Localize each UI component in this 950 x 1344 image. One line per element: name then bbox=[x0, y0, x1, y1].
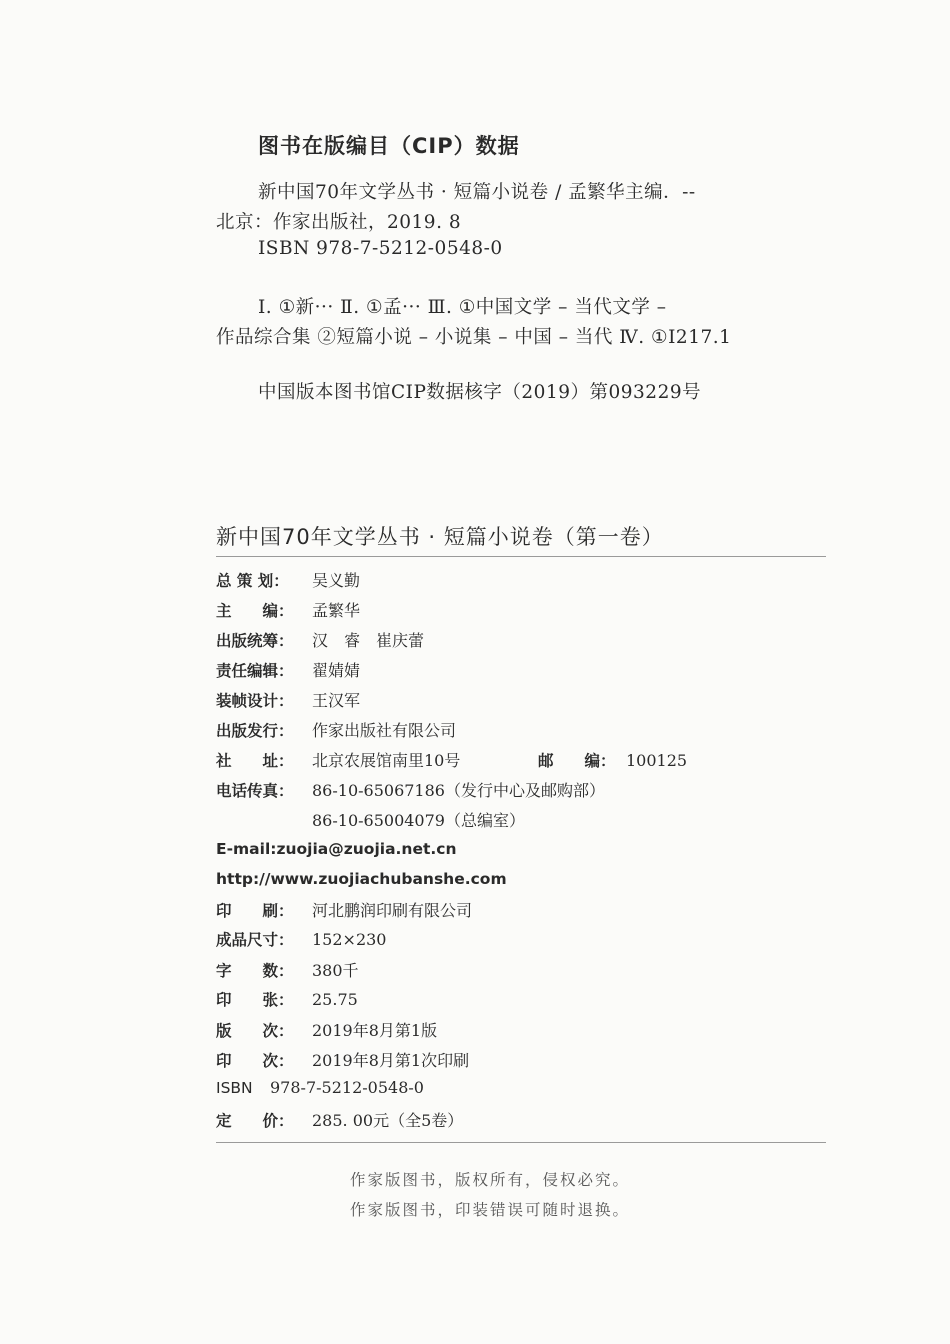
credit-label: 出版发行： bbox=[216, 722, 294, 740]
credit-email: E-mail:zuojia@zuojia.net.cn bbox=[216, 840, 457, 858]
postcode-value: 100125 bbox=[626, 751, 688, 770]
credit-label: 主 编： bbox=[216, 602, 294, 620]
credit-label: 社 址： bbox=[216, 752, 294, 770]
credit-row-publisher bbox=[216, 718, 456, 741]
credit-value: 152×230 bbox=[312, 930, 387, 949]
credit-value: 汉 睿 崔庆蕾 bbox=[312, 631, 425, 650]
credit-value: 86-10-65067186（发行中心及邮购部） bbox=[312, 781, 605, 800]
book-title: 新中国70年文学丛书 · 短篇小说卷（第一卷） bbox=[216, 525, 664, 549]
cip-line-classification-2: 作品综合集 ②短篇小说 – 小说集 – 中国 – 当代 Ⅳ. ①I217.1 bbox=[216, 327, 732, 348]
cip-line-publisher: 北京：作家出版社，2019. 8 bbox=[216, 212, 462, 233]
title-divider bbox=[216, 556, 826, 557]
credit-row-printer bbox=[216, 898, 472, 921]
cip-line-classification-1: Ⅰ. ①新··· Ⅱ. ①孟··· Ⅲ. ①中国文学 – 当代文学 – bbox=[258, 297, 667, 318]
credit-value: 孟繁华 bbox=[312, 601, 361, 620]
credit-row-planner bbox=[216, 568, 360, 591]
credit-label: 字 数： bbox=[216, 962, 294, 980]
credit-row-size bbox=[216, 928, 386, 950]
credit-row-price bbox=[216, 1108, 463, 1131]
credit-label: 印 张： bbox=[216, 991, 294, 1009]
credit-row-coordinator bbox=[216, 628, 424, 651]
credit-value: 25.75 bbox=[312, 990, 358, 1009]
credit-value: 作家出版社有限公司 bbox=[312, 721, 457, 740]
credit-value: 978-7-5212-0548-0 bbox=[270, 1078, 424, 1097]
credit-label: 定 价： bbox=[216, 1112, 294, 1130]
credit-label: 印 次： bbox=[216, 1052, 294, 1070]
credit-label: 电话传真： bbox=[216, 782, 294, 800]
copyright-notice: 作家版图书，版权所有，侵权必究。 bbox=[350, 1171, 631, 1189]
credit-row-printing bbox=[216, 1048, 469, 1071]
credit-row-binding-design bbox=[216, 688, 360, 711]
credit-row-editor bbox=[216, 598, 360, 621]
credit-label: 印 刷： bbox=[216, 902, 294, 920]
credit-row-sheets bbox=[216, 988, 358, 1010]
cip-line-isbn: ISBN 978-7-5212-0548-0 bbox=[258, 238, 503, 259]
credit-label: 版 次： bbox=[216, 1022, 294, 1040]
credit-value: 2019年8月第1版 bbox=[312, 1021, 438, 1040]
credit-website: http://www.zuojiachubanshe.com bbox=[216, 870, 507, 888]
cip-heading: 图书在版编目（CIP）数据 bbox=[258, 134, 520, 158]
credit-value: 翟婧婧 bbox=[312, 661, 361, 680]
credit-row-edition bbox=[216, 1018, 437, 1041]
credit-label: 成品尺寸： bbox=[216, 931, 294, 949]
credit-value: 北京农展馆南里10号 bbox=[312, 751, 461, 770]
credit-row-phone-2 bbox=[216, 808, 525, 831]
credit-label: 总 策 划： bbox=[216, 572, 289, 590]
credit-row-isbn bbox=[216, 1078, 424, 1097]
credit-value: 吴义勤 bbox=[312, 571, 361, 590]
credit-row-address bbox=[216, 748, 687, 771]
credit-label: 出版统筹： bbox=[216, 632, 294, 650]
credit-row-responsible-editor bbox=[216, 658, 360, 681]
credit-label: ISBN bbox=[216, 1079, 253, 1097]
credit-value: 285. 00元（全5卷） bbox=[312, 1111, 464, 1130]
cip-line-record-number: 中国版本图书馆CIP数据核字（2019）第093229号 bbox=[258, 382, 702, 403]
postcode-label: 邮 编： bbox=[538, 752, 616, 770]
credit-row-phone bbox=[216, 778, 605, 801]
returns-notice: 作家版图书，印装错误可随时退换。 bbox=[350, 1201, 631, 1219]
credit-label: 责任编辑： bbox=[216, 662, 294, 680]
credit-value: 2019年8月第1次印刷 bbox=[312, 1051, 470, 1070]
credit-row-word-count bbox=[216, 958, 359, 981]
bottom-divider bbox=[216, 1142, 826, 1143]
credit-value: 王汉军 bbox=[312, 691, 361, 710]
credit-value: 380千 bbox=[312, 961, 359, 980]
credit-value: 86-10-65004079（总编室） bbox=[312, 811, 525, 830]
credit-value: 河北鹏润印刷有限公司 bbox=[312, 901, 473, 920]
credit-label: 装帧设计： bbox=[216, 692, 294, 710]
cip-line-title: 新中国70年文学丛书 · 短篇小说卷 / 孟繁华主编．-- bbox=[258, 182, 696, 203]
